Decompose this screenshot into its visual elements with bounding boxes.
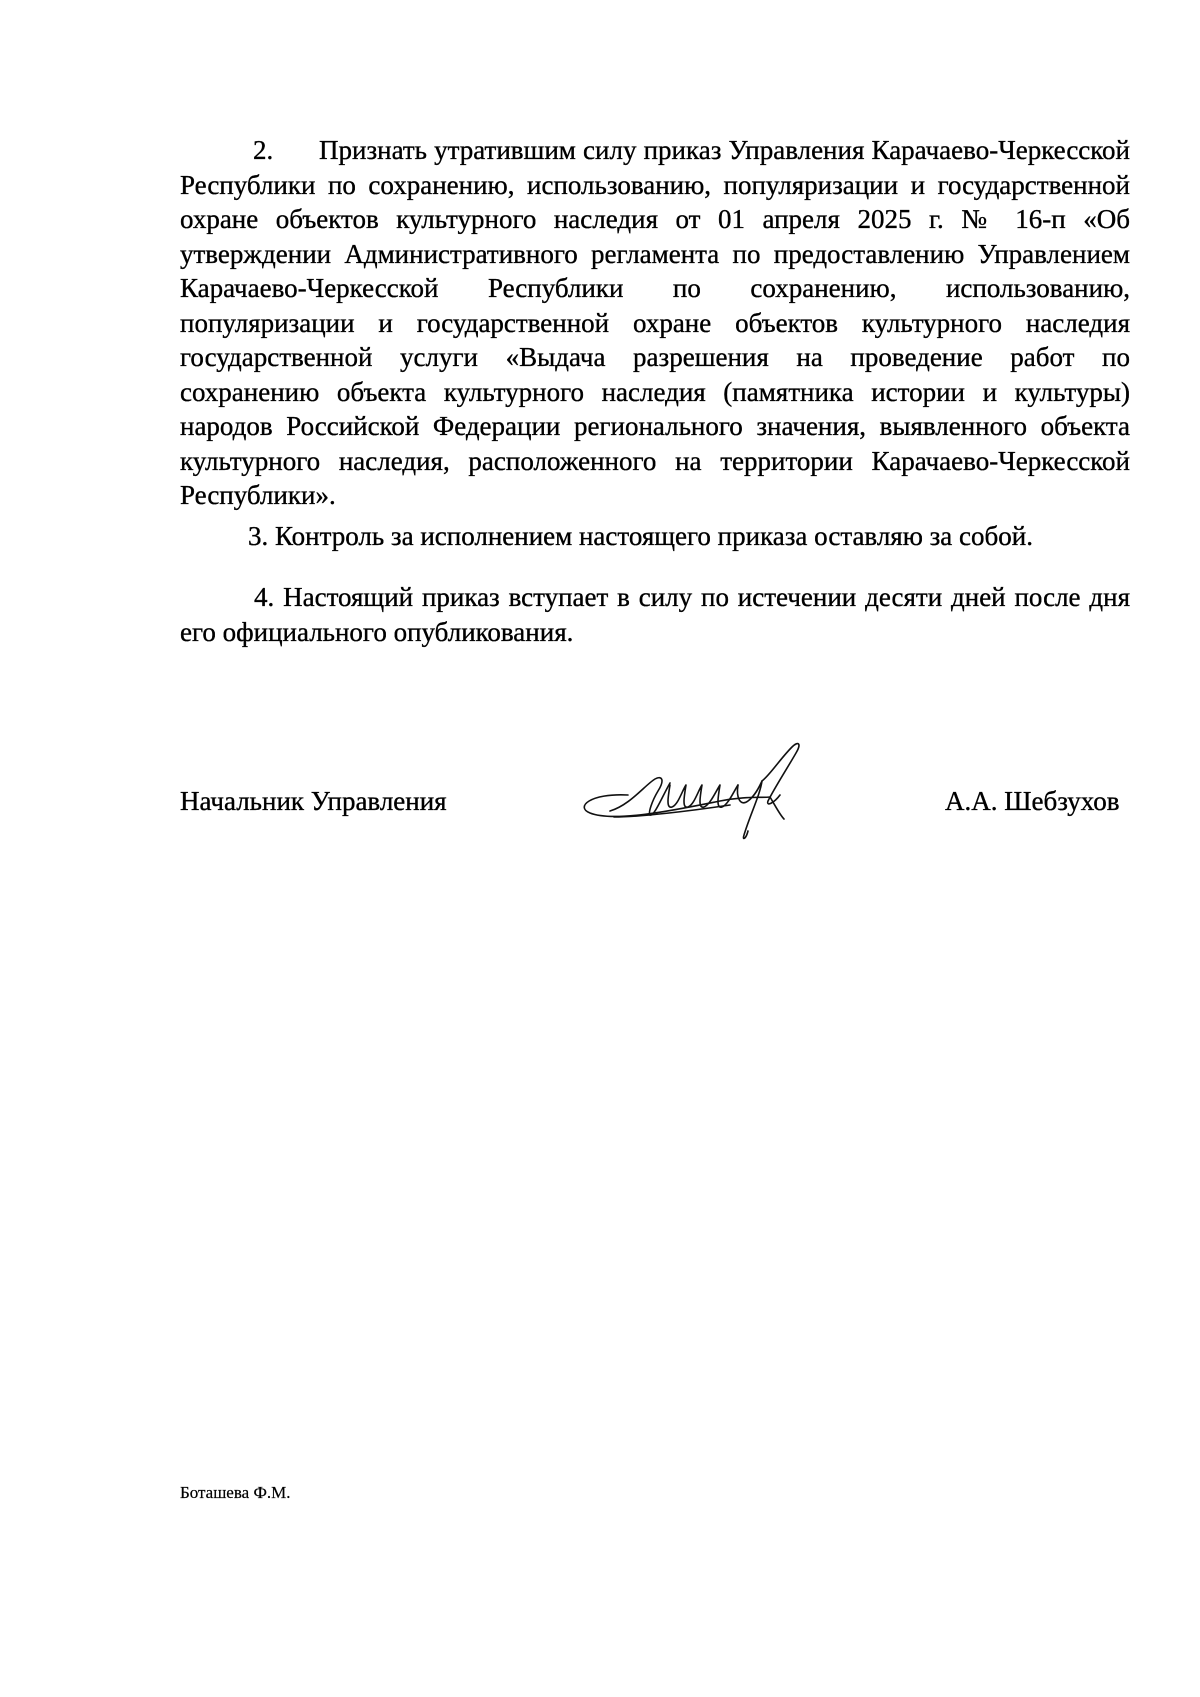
paragraph-3: 3. Контроль за исполнением настоящего приказа оставляю за собой.: [248, 521, 1033, 551]
paragraph-2-text: Признать утратившим силу приказ Управления Карачаево-Черкесской Республики по сохранению, использованию, популяризации и государственной охране объектов культурного наследия от 01 апреля 2025 г. № 16-п «Об утверждении Административного регламента по предоставлению Управлением Карачаево-Черкесской Республики по сохранению, использованию, популяризации и государственной охране объектов культурного наследия государственной услуги «Выдача разрешения на проведение работ по сохранению объекта культурного наследия (памятника истории и культуры) народов Российской Федерации регионального значения, выявленного объекта культурного наследия, расположенного на территории Карачаево-Черкесской Республики».: [180, 135, 1130, 510]
paragraph-2-number: 2.: [253, 135, 274, 165]
signatory-position: Начальник Управления: [180, 786, 447, 816]
paragraph-4: 4. Настоящий приказ вступает в силу по истечении десяти дней после дня его официального опубликования.: [180, 582, 1130, 647]
signatory-name: А.А. Шебзухов: [945, 786, 1120, 816]
paragraph-2: [180, 133, 1130, 513]
handwritten-signature: [570, 735, 870, 855]
executor-name: Боташева Ф.М.: [180, 1483, 291, 1502]
